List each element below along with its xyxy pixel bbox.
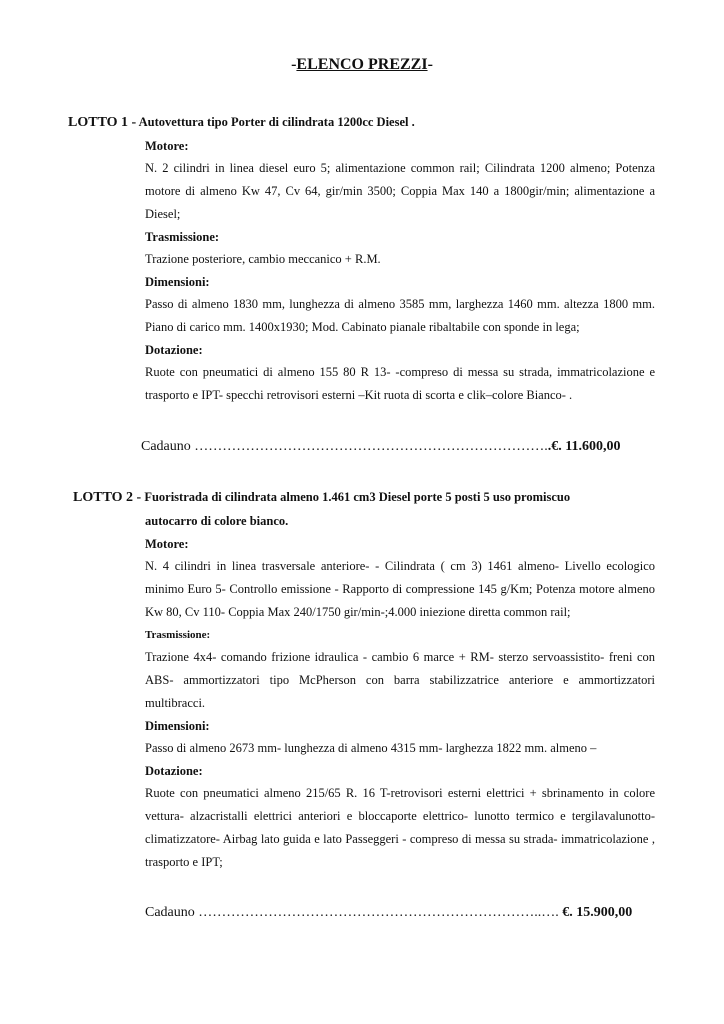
- title-text: ELENCO PREZZI: [296, 56, 428, 73]
- lotto2-price-value: €. 15.900,00: [562, 905, 633, 920]
- lotto1-dimensioni-heading: Dimensioni:: [145, 275, 210, 289]
- lotto2-label: LOTTO 2 -: [73, 490, 142, 505]
- lotto2-description-line1: Fuoristrada di cilindrata almeno 1.461 cm3 Diesel porte 5 posti 5 uso promiscuo: [144, 490, 571, 504]
- lotto1-description: Autovettura tipo Porter di cilindrata 1200cc Diesel .: [138, 115, 415, 129]
- lotto1-price-line: [141, 436, 621, 458]
- lotto1-dotazione-text: Ruote con pneumatici di almeno 155 80 R 13- -compreso di messa su strada, immatricolazione e trasporto e IPT- specchi retrovisori esterni –Kit ruota di scorta e clik–colore Bianco- .: [145, 365, 655, 402]
- lotto2-specs: [145, 533, 655, 874]
- lotto1-specs: [145, 135, 655, 407]
- title-suffix: -: [427, 56, 433, 73]
- lotto2-trasmissione-text: Trazione 4x4- comando frizione idraulica - cambio 6 marce + RM- sterzo servoassistito- freni con ABS- ammortizzatori tipo McPherson con barra stabilizzatrice anteriore e ammortizzatori multibracci.: [145, 650, 655, 710]
- lotto1-motore-text: N. 2 cilindri in linea diesel euro 5; alimentazione common rail; Cilindrata 1200 almeno; Potenza motore di almeno Kw 47, Cv 64, gir/min 3500; Coppia Max 140 a 1800gir/min; alimentazione a Diesel;: [145, 161, 655, 221]
- lotto2-motore-heading: Motore:: [145, 537, 189, 551]
- lotto2-description-line2: autocarro di colore bianco.: [145, 514, 289, 528]
- lotto1-dotazione-heading: Dotazione:: [145, 343, 203, 357]
- lotto2-trasmissione-heading: Trasmissione:: [145, 629, 211, 641]
- lotto1-price-label: Cadauno ………………………………………………………………….: [141, 439, 548, 454]
- lotto2-price-label: Cadauno ………………………………………………………………..….: [145, 905, 559, 920]
- lotto2-motore-text: N. 4 cilindri in linea trasversale anteriore- - Cilindrata ( cm 3) 1461 almeno- Livello ecologico minimo Euro 5- Controllo emissione - Rapporto di compressione 145 g/Km; Potenza motore almeno Kw 80, Cv 110- Coppia Max 240/1750 gir/min-;4.000 iniezione diretta common rail;: [145, 559, 655, 619]
- lotto2-heading: [73, 486, 570, 509]
- lotto2-dotazione-heading: Dotazione:: [145, 764, 203, 778]
- lotto2-price-line: [145, 902, 632, 924]
- lotto2-dimensioni-heading: Dimensioni:: [145, 719, 210, 733]
- lotto1-dimensioni-text: Passo di almeno 1830 mm, lunghezza di almeno 3585 mm, larghezza 1460 mm. altezza 1800 mm. Piano di carico mm. 1400x1930; Mod. Cabinato pianale ribaltabile con sponde in lega;: [145, 297, 655, 334]
- lotto1-trasmissione-text: Trazione posteriore, cambio meccanico + R.M.: [145, 252, 381, 266]
- lotto1-heading: [68, 111, 415, 134]
- page-title: [0, 56, 724, 74]
- lotto1-trasmissione-heading: Trasmissione:: [145, 230, 220, 244]
- lotto1-price-value: .€. 11.600,00: [547, 439, 621, 454]
- lotto1-label: LOTTO 1 -: [68, 115, 137, 130]
- lotto2-dimensioni-text: Passo di almeno 2673 mm- lunghezza di almeno 4315 mm- larghezza 1822 mm. almeno –: [145, 741, 597, 755]
- lotto1-motore-heading: Motore:: [145, 139, 189, 153]
- lotto2-dotazione-text: Ruote con pneumatici almeno 215/65 R. 16 T-retrovisori esterni elettrici + sbrinamento in colore vettura- alzacristalli elettrici anteriori e bloccaporte elettrico- lunotto termico e tergilavalunotto- climatizzatore- Airbag lato guida e lato Passeggeri - compreso di messa su strada- immatricolazione , trasporto e IPT;: [145, 786, 655, 869]
- title-prefix: -: [291, 56, 297, 73]
- lotto2-heading-line2: [145, 510, 288, 532]
